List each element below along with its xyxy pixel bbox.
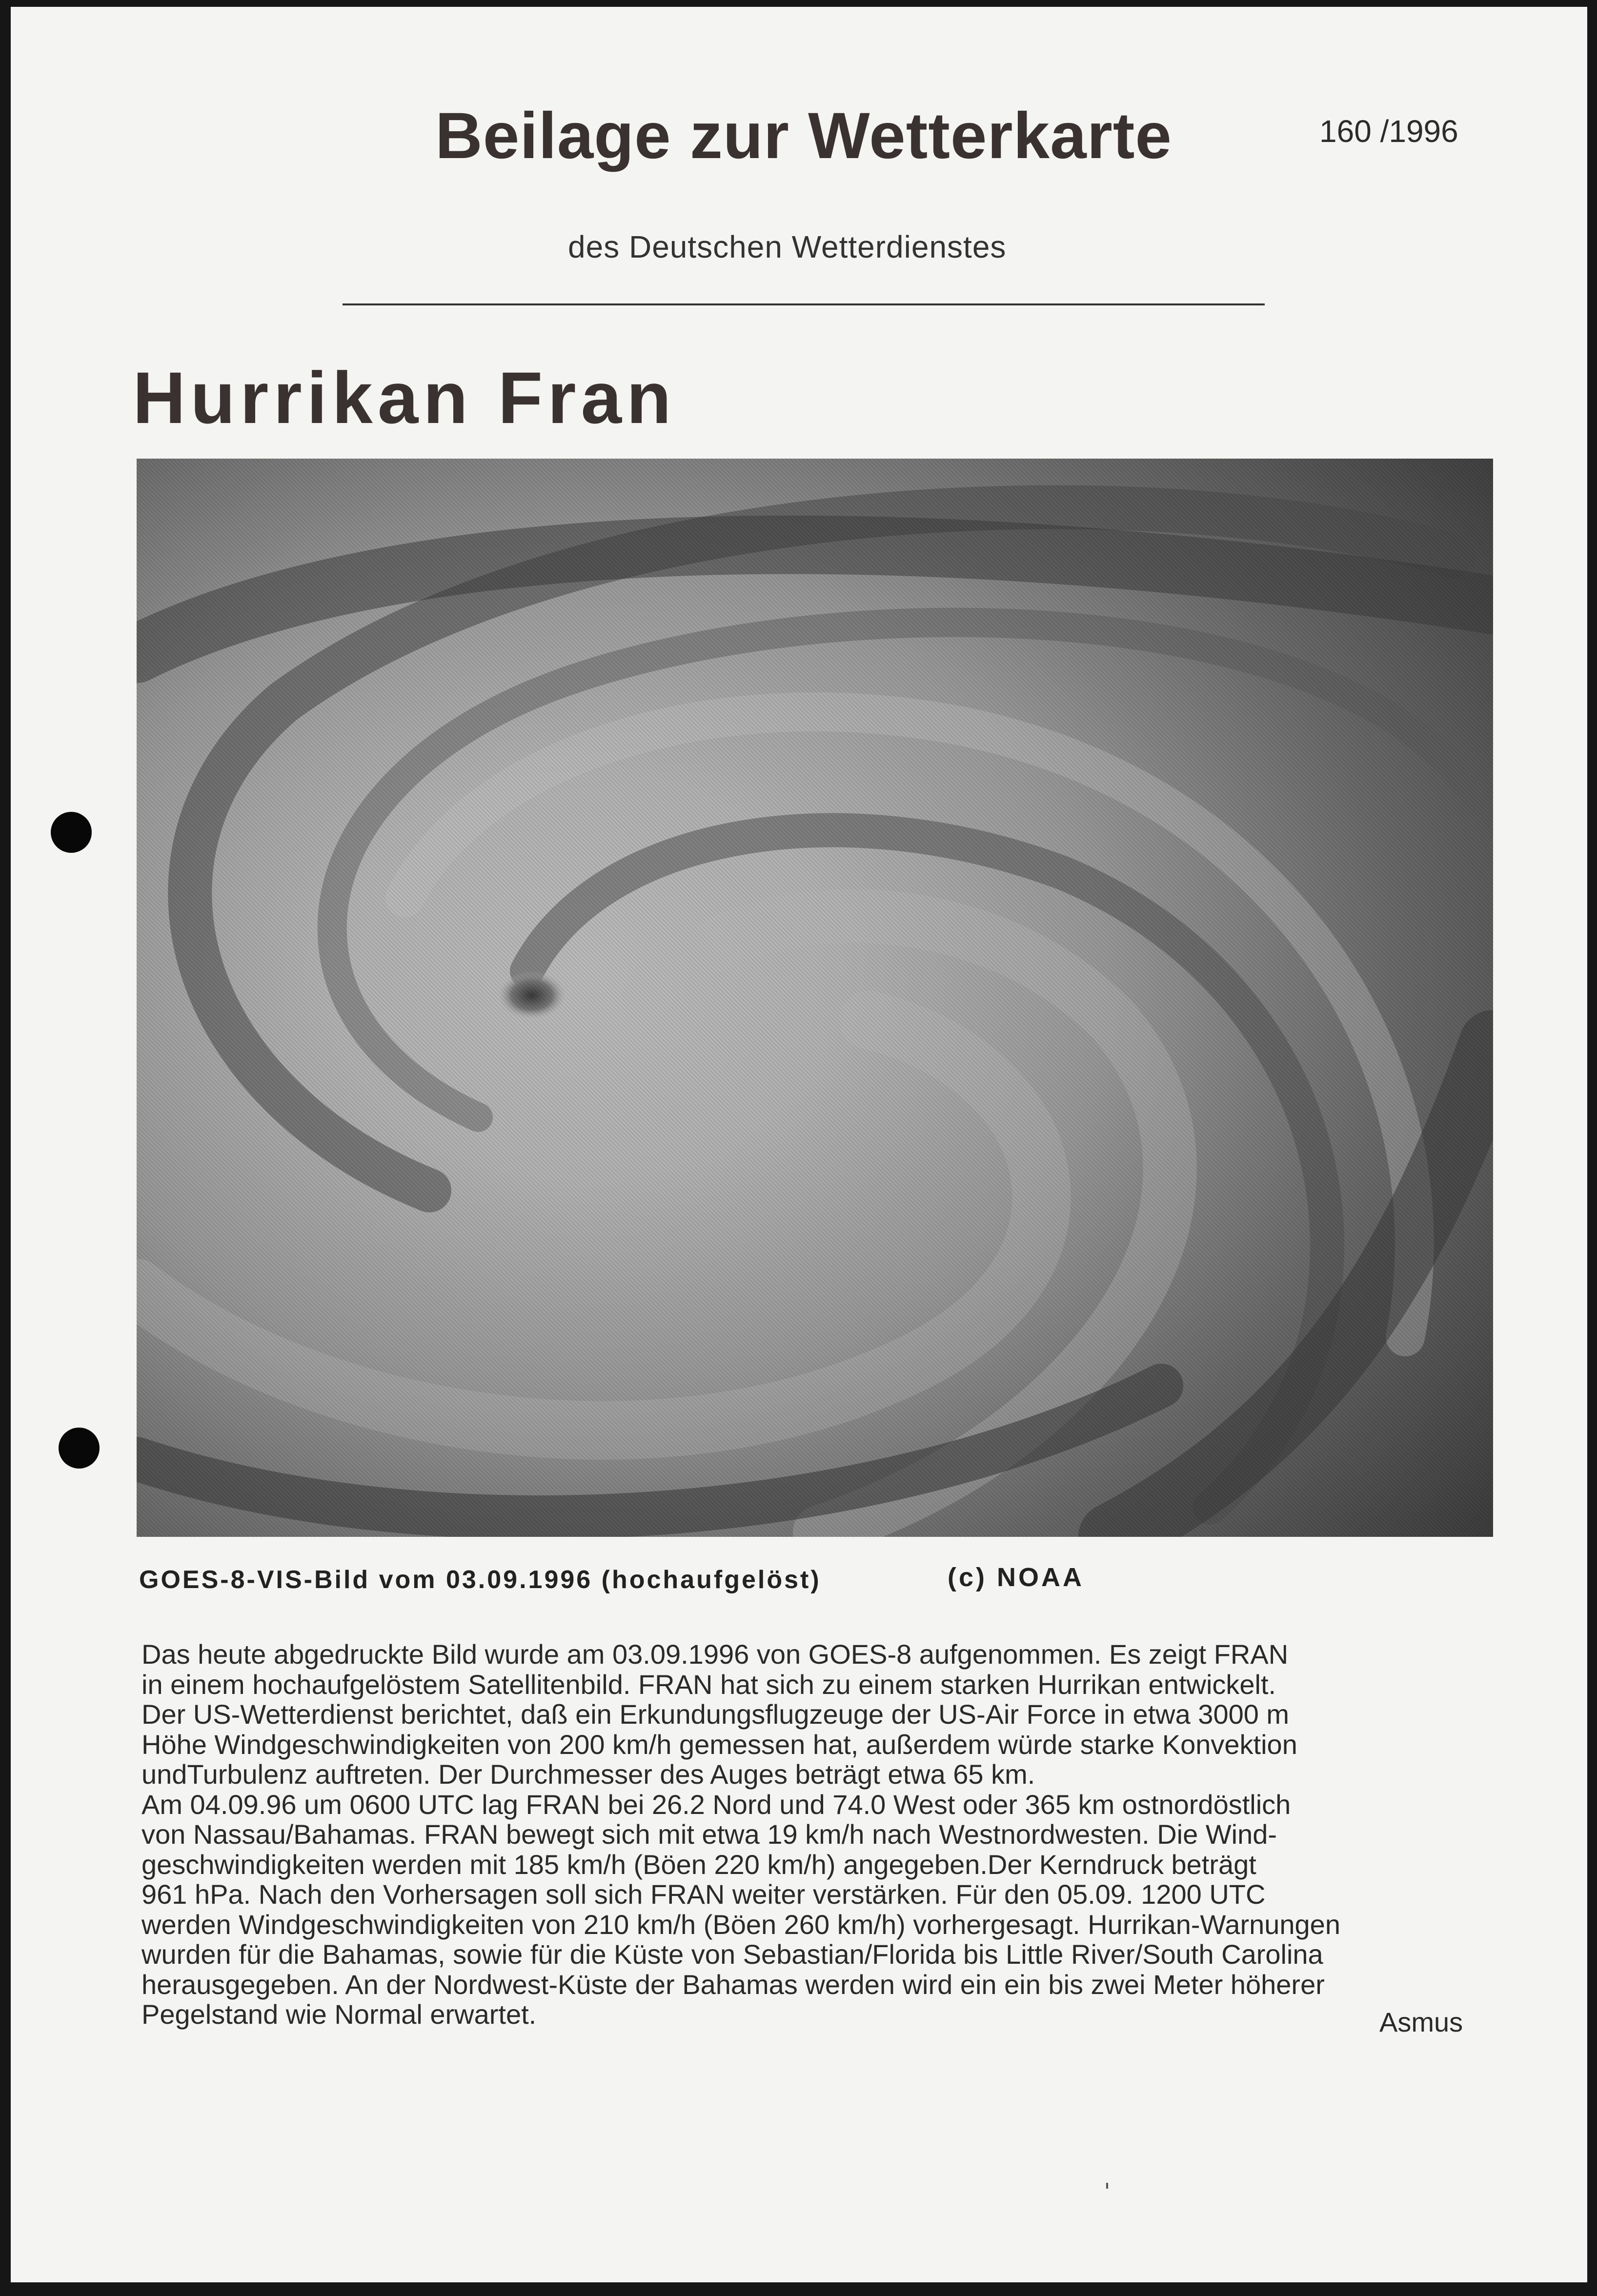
photo-caption: GOES-8-VIS-Bild vom 03.09.1996 (hochaufgelöst) <box>139 1566 821 1594</box>
article-body <box>142 1639 1493 2030</box>
body-line: Pegelstand wie Normal erwartet. <box>142 1999 537 2030</box>
body-line: Höhe Windgeschwindigkeiten von 200 km/h gemessen hat, außerdem würde starke Konvektion <box>142 1729 1297 1760</box>
punch-hole <box>51 812 92 853</box>
author-signature: Asmus <box>1379 2007 1463 2037</box>
body-line: geschwindigkeiten werden mit 185 km/h (Böen 220 km/h) angegeben.Der Kerndruck beträgt <box>142 1849 1256 1880</box>
body-line: werden Windgeschwindigkeiten von 210 km/h (Böen 260 km/h) vorhergesagt. Hurrikan-Warnungen <box>142 1909 1340 1940</box>
punch-hole <box>59 1428 100 1469</box>
body-line: Der US-Wetterdienst berichtet, daß ein Erkundungsflugzeuge der US-Air Force in etwa 3000 m <box>142 1699 1290 1730</box>
body-line: undTurbulenz auftreten. Der Durchmesser des Auges beträgt etwa 65 km. <box>142 1759 1035 1790</box>
body-line: wurden für die Bahamas, sowie für die Küste von Sebastian/Florida bis Little River/South Carolina <box>142 1939 1323 1970</box>
header-divider <box>343 303 1265 305</box>
publication-subtitle: des Deutschen Wetterdienstes <box>568 229 1007 264</box>
body-line: 961 hPa. Nach den Vorhersagen soll sich FRAN weiter verstärken. Für den 05.09. 1200 UTC <box>142 1879 1266 1910</box>
scan-speck <box>1106 2183 1108 2189</box>
document-page <box>11 7 1587 2282</box>
body-line: von Nassau/Bahamas. FRAN bewegt sich mit etwa 19 km/h nach Westnordwesten. Die Wind- <box>142 1819 1277 1850</box>
hurricane-satellite-photo <box>137 459 1493 1537</box>
publication-title: Beilage zur Wetterkarte <box>435 100 1172 172</box>
body-line: in einem hochaufgelöstem Satellitenbild. FRAN hat sich zu einem starken Hurrikan entwickelt. <box>142 1669 1276 1700</box>
photo-credit: (c) NOAA <box>948 1563 1084 1592</box>
article-headline: Hurrikan Fran <box>133 357 676 439</box>
issue-number: 160 /1996 <box>1319 114 1458 149</box>
satellite-image <box>137 459 1493 1537</box>
body-line: Das heute abgedruckte Bild wurde am 03.09.1996 von GOES-8 aufgenommen. Es zeigt FRAN <box>142 1639 1289 1670</box>
halftone-overlay <box>137 459 1493 1537</box>
body-line: herausgegeben. An der Nordwest-Küste der Bahamas werden wird ein ein bis zwei Meter höherer <box>142 1969 1325 2000</box>
body-line: Am 04.09.96 um 0600 UTC lag FRAN bei 26.2 Nord und 74.0 West oder 365 km ostnordöstlich <box>142 1789 1291 1820</box>
